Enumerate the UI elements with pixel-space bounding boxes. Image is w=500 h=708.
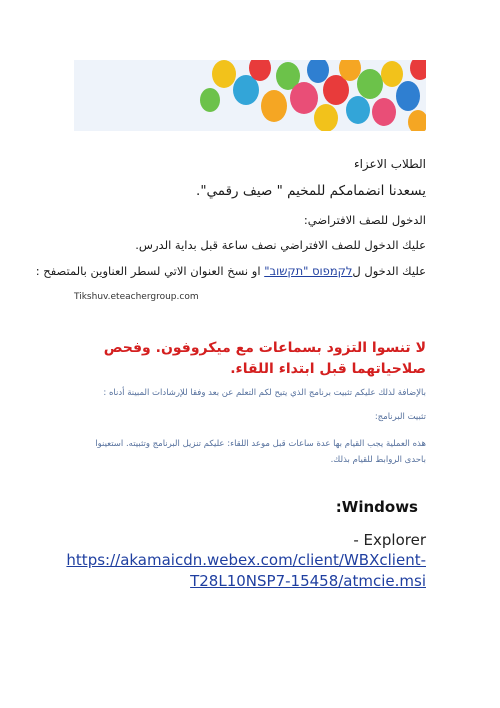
install-heading: تثبيت البرنامج: [374, 412, 426, 422]
windows-heading: :Windows [335, 498, 418, 516]
entry-link-suffix: او نسخ العنوان الاتي لسطر العناوين بالمتصفح : [35, 264, 265, 278]
url-text: Tikshuv.eteachergroup.com [74, 292, 199, 302]
greeting-text: الطلاب الاعزاء [353, 157, 426, 171]
entry-link-prefix: عليك الدخول ل [352, 264, 426, 278]
download-link-line2[interactable]: T28L10NSP7-15458/atmcie.msi [190, 572, 426, 590]
entry-instructions [36, 264, 426, 278]
additional-info-text: بالإضافة لذلك عليكم تثبيت برنامج الذي يتيح لكم التعلم عن بعد وفقا للإرشادات المبينة أدناه : [103, 388, 426, 398]
entry-time-text: عليك الدخول للصف الافتراضي نصف ساعة قبل بداية الدرس. [135, 238, 426, 252]
campus-link[interactable]: לקמפוס "תקשוב" [264, 264, 353, 278]
welcome-text: يسعدنا انضمامكم للمخيم " صيف رقمي". [196, 183, 426, 199]
explorer-label: - Explorer [353, 531, 426, 549]
install-note-text: هذه العملية يجب القيام بها عدة ساعات قبل موعد اللقاء: عليكم تنزيل البرنامج وتثبيته. استعينوا باحدى الروابط للقيام بذلك. [95, 439, 426, 465]
balloons-banner-image [74, 60, 426, 131]
warning-text: لا تنسوا التزود بسماعات مع ميكروفون. وفحص صلاحياتهما قبل ابتداء اللقاء. [103, 340, 426, 377]
download-link-line1[interactable]: https://akamaicdn.webex.com/client/WBXclient- [66, 551, 426, 569]
entry-heading: الدخول للصف الافتراضي: [303, 213, 426, 227]
